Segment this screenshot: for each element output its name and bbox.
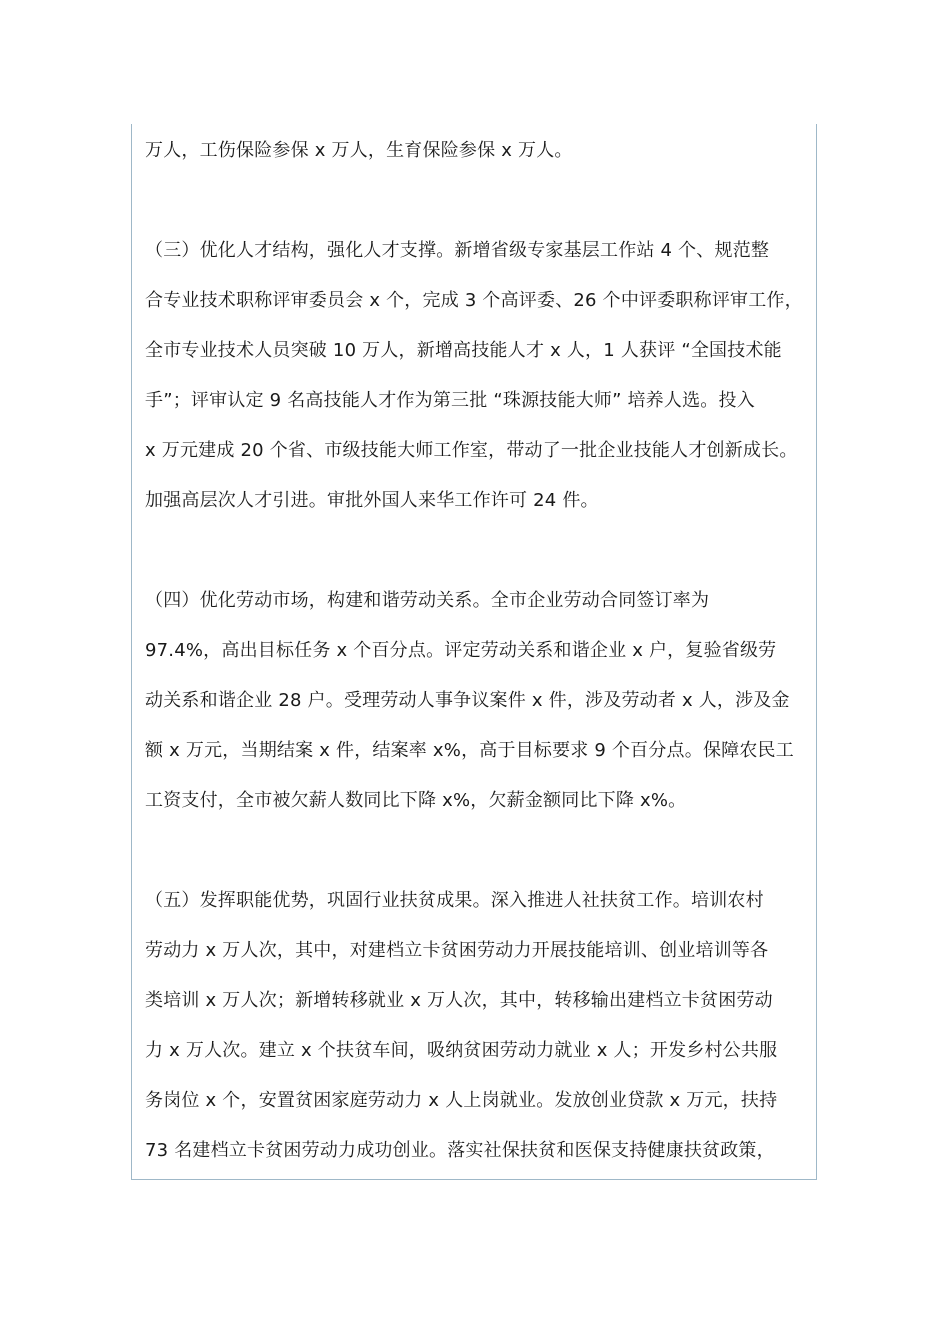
text-line: x 万元建成 20 个省、市级技能大师工作室，带动了一批企业技能人才创新成长。 — [145, 440, 798, 461]
paragraph-spacer — [145, 176, 811, 226]
text-line: 额 x 万元，当期结案 x 件，结案率 x%，高于目标要求 9 个百分点。保障农民工 — [145, 740, 794, 761]
text-line: 工资支付，全市被欠薪人数同比下降 x%，欠薪金额同比下降 x%。 — [145, 790, 687, 811]
paragraph-spacer — [145, 826, 811, 876]
text-line: 73 名建档立卡贫困劳动力成功创业。落实社保扶贫和医保支持健康扶贫政策， — [145, 1140, 775, 1161]
text-line: 类培训 x 万人次；新增转移就业 x 万人次，其中，转移输出建档立卡贫困劳动 — [145, 990, 773, 1011]
text-line: 全市专业技术人员突破 10 万人，新增高技能人才 x 人，1 人获评 “全国技术能 — [145, 340, 782, 361]
paragraph-social-insurance — [145, 126, 811, 176]
text-line: 97.4%，高出目标任务 x 个百分点。评定劳动关系和谐企业 x 户，复验省级劳 — [145, 640, 777, 661]
text-line: 务岗位 x 个，安置贫困家庭劳动力 x 人上岗就业。发放创业贷款 x 万元，扶持 — [145, 1090, 778, 1111]
text-line: （四）优化劳动市场，构建和谐劳动关系。全市企业劳动合同签订率为 — [145, 590, 710, 611]
document-body — [145, 126, 811, 1176]
text-line: 万人，工伤保险参保 x 万人，生育保险参保 x 万人。 — [145, 140, 573, 161]
text-line: 劳动力 x 万人次，其中，对建档立卡贫困劳动力开展技能培训、创业培训等各 — [145, 940, 769, 961]
text-line: 合专业技术职称评审委员会 x 个，完成 3 个高评委、26 个中评委职称评审工作， — [145, 290, 803, 311]
text-line: （五）发挥职能优势，巩固行业扶贫成果。深入推进人社扶贫工作。培训农村 — [145, 890, 764, 911]
text-line: 力 x 万人次。建立 x 个扶贫车间，吸纳贫困劳动力就业 x 人；开发乡村公共服 — [145, 1040, 778, 1061]
text-line: 加强高层次人才引进。审批外国人来华工作许可 24 件。 — [145, 490, 599, 511]
paragraph-poverty-alleviation — [145, 876, 811, 1176]
text-line: 手”；评审认定 9 名高技能人才作为第三批 “珠源技能大师” 培养人选。投入 — [145, 390, 755, 411]
paragraph-spacer — [145, 526, 811, 576]
paragraph-labor-market — [145, 576, 811, 826]
text-line: 动关系和谐企业 28 户。受理劳动人事争议案件 x 件，涉及劳动者 x 人，涉及金 — [145, 690, 790, 711]
text-line: （三）优化人才结构，强化人才支撑。新增省级专家基层工作站 4 个、规范整 — [145, 240, 770, 261]
paragraph-talent-structure — [145, 226, 811, 526]
